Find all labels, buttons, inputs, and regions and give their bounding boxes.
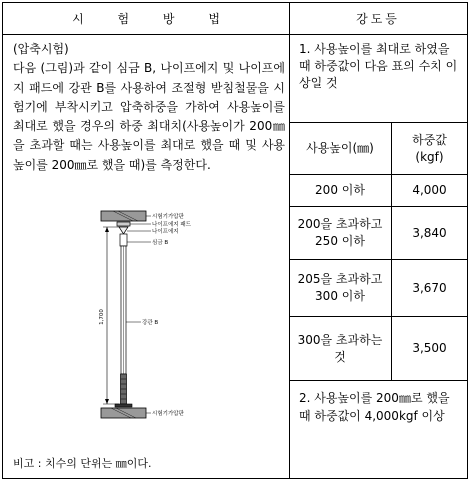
label-core-b: 심금 B [152,240,169,246]
table-row-3-height: 205을 초과하고 300 이하 [297,272,383,303]
table-row-1-load: 4,000 [412,183,447,197]
label-bottom-plate: 시험기가압판 [152,411,184,417]
label-pipe-b: 강관 B [142,320,159,326]
header-divider [3,34,467,35]
header-strength: 강도등 [356,12,400,26]
label-knife-pad: 나이프에지 패드 [152,222,191,228]
method-description [13,40,285,175]
knife-edge-pad [117,222,130,226]
test-method-table [2,2,468,479]
top-press-plate [101,211,146,221]
bottom-press-plate [101,408,146,418]
base-plate [115,404,132,407]
core-b [120,234,127,246]
dimension-label: 1,700 [99,309,105,325]
knife-edge [119,227,128,234]
table-row-1-height: 200 이하 [315,183,365,197]
strength-item-2: 2. 사용높이를 200㎜로 했을 때 하중값이 4,000kgf 이상 [299,391,450,423]
table-row-4-load: 3,500 [412,341,447,355]
table-row-2-load: 3,840 [412,225,447,240]
method-title: (압축시험) [13,42,69,56]
strength-item-1: 1. 사용높이를 최대로 하였을 때 하중값이 다음 표의 수치 이상일 것 [299,42,458,90]
table-row-3-load: 3,670 [412,280,447,295]
table-row-2-height: 200을 초과하고 250 이하 [297,217,383,248]
label-top-plate: 시험기가압판 [152,214,184,220]
header-test-method: 시 험 방 법 [72,12,220,26]
footnote: 비고 : 치수의 단위는 ㎜이다. [13,457,152,470]
label-knife-edge: 나이프에지 [152,229,179,235]
table-header-load: 하중값 (kgf) [412,132,447,164]
method-body: 다음 (그림)과 같이 심금 B, 나이프에지 및 나이프에지 패드에 강관 B를 사용하여 조절형 받침철물을 시험기에 부착시키고 압축하중을 가하여 사용높이를 최대로 했을 경우의 하중 최대치(사용높이가 200㎜을 초과할 때는 사용높이를 최대로 했을 때 및 사용높이를 200㎜로 했을 때)를 측정한다. [13,61,285,172]
compression-test-figure [93,205,253,427]
table-bottom-line [289,380,467,381]
table-row-4-height: 300을 초과하는 것 [297,332,383,364]
table-header-height: 사용높이(㎜) [306,141,374,155]
